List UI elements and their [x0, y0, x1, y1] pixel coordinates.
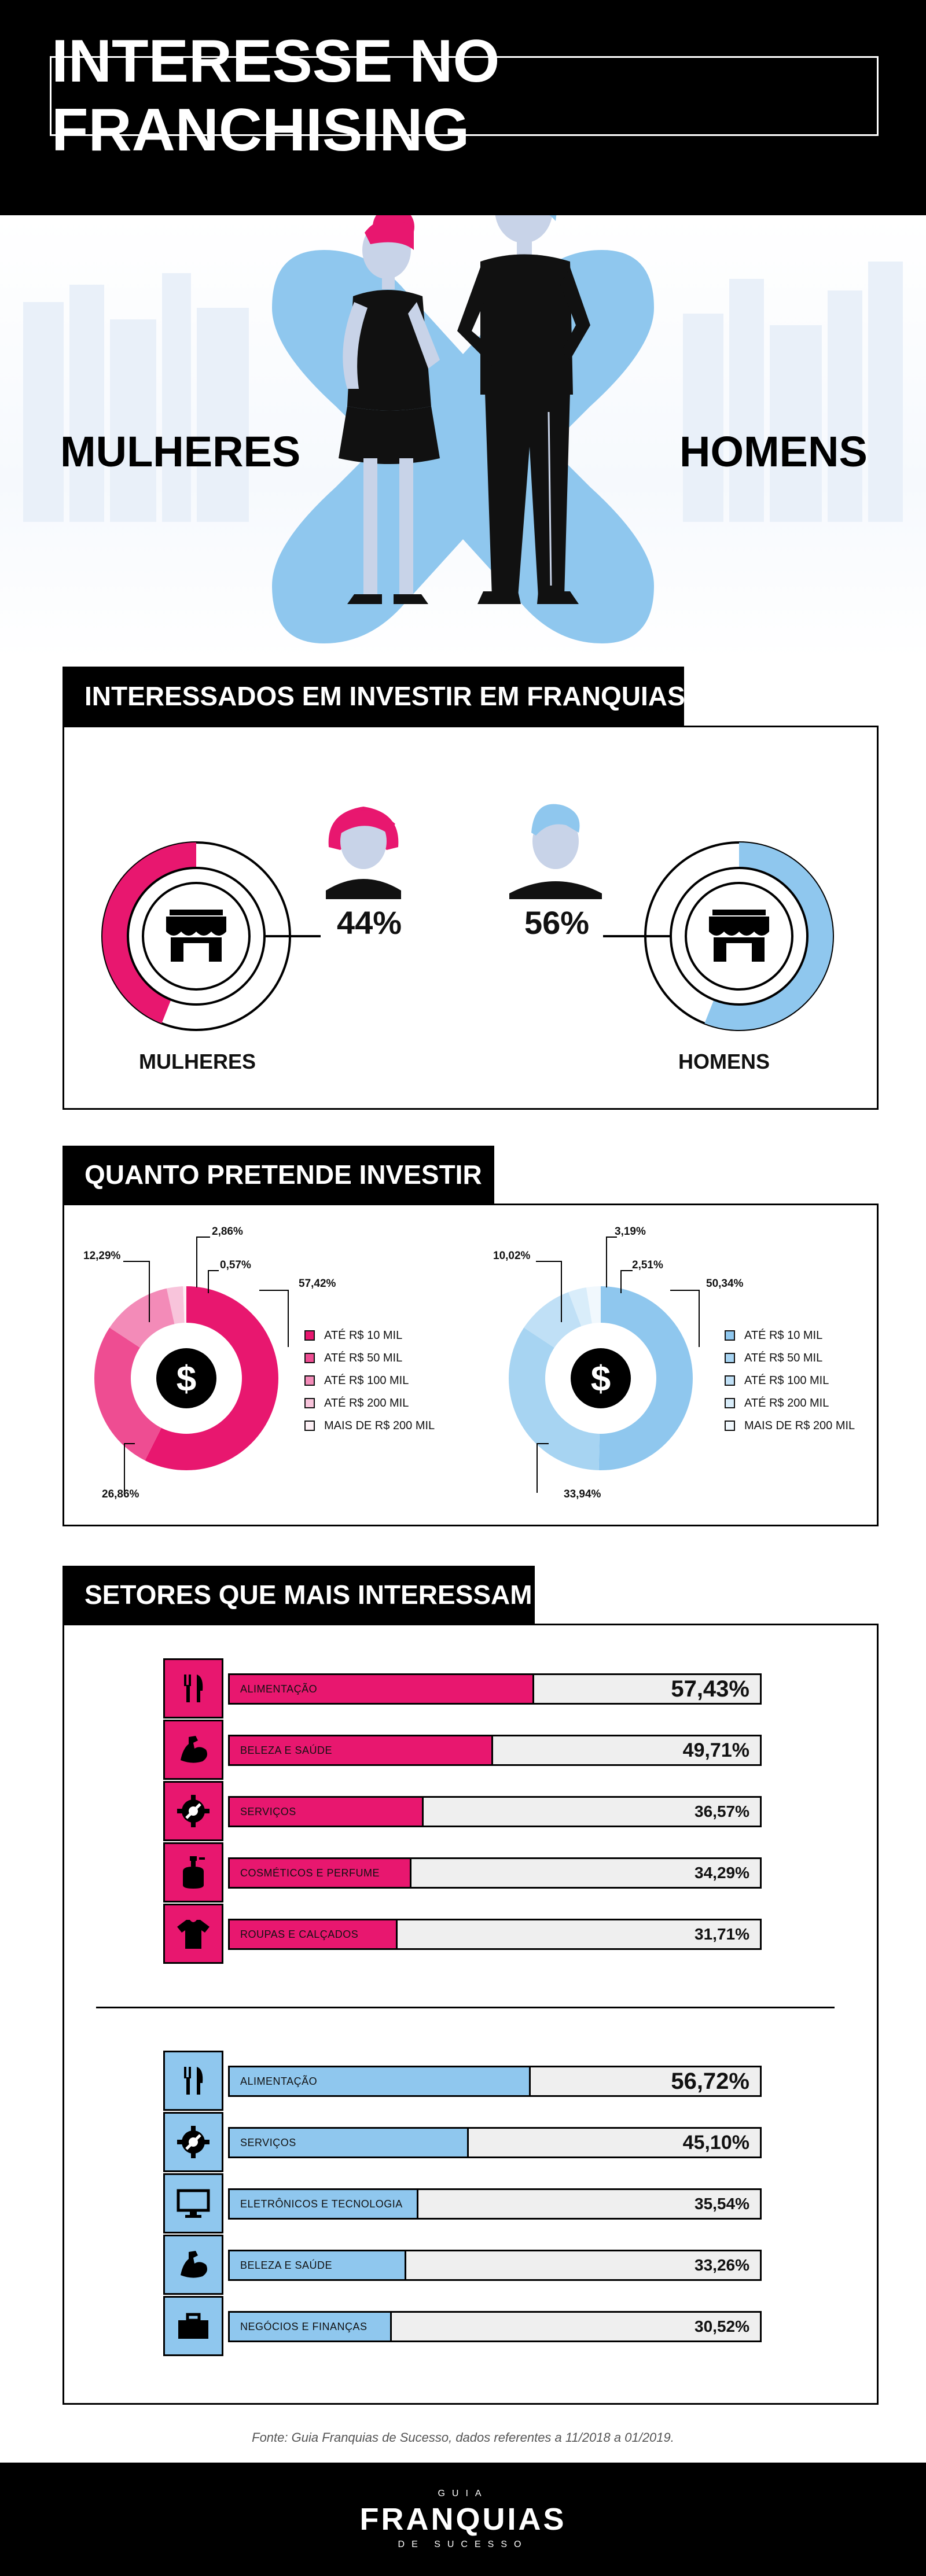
hero-label-men: HOMENS — [679, 428, 868, 476]
perfume-bottle-icon — [163, 1842, 223, 1902]
bar-value-label: 57,43% — [671, 1676, 749, 1702]
legend-label: ATÉ R$ 10 MIL — [744, 1329, 823, 1342]
women-donut — [102, 842, 321, 1030]
title-frame — [50, 28, 879, 164]
sector-bar-row — [163, 1658, 763, 1710]
sector-bar-row — [163, 2235, 763, 2287]
legend-item — [304, 1351, 435, 1365]
bar-category-label: BELEZA E SAÚDE — [240, 2259, 333, 2271]
x-shape — [272, 250, 654, 643]
bar-track — [228, 2066, 762, 2097]
sector-bar-row — [163, 1720, 763, 1772]
sector-bar-row — [163, 2112, 763, 2164]
sector-bar-row — [163, 2296, 763, 2348]
women-callout-5: 0,57% — [220, 1259, 251, 1271]
bar-value-label: 30,52% — [694, 2317, 749, 2335]
men-label: HOMENS — [678, 1050, 770, 1073]
legend-item — [304, 1396, 435, 1410]
legend-item — [725, 1374, 855, 1388]
hero-illustration — [0, 215, 926, 660]
brand-logo — [0, 2463, 926, 2576]
women-legend — [304, 1329, 435, 1433]
fork-knife-icon — [163, 2051, 223, 2111]
women-callout-3: 12,29% — [83, 1250, 121, 1262]
women-investment-donut — [94, 1237, 288, 1493]
men-callout-3: 10,02% — [493, 1250, 531, 1262]
legend-label: ATÉ R$ 10 MIL — [324, 1329, 403, 1342]
legend-swatch — [725, 1375, 735, 1386]
men-legend — [725, 1329, 855, 1433]
legend-item — [725, 1396, 855, 1410]
men-callout-4: 3,19% — [615, 1226, 646, 1238]
legend-item — [304, 1374, 435, 1388]
legend-label: ATÉ R$ 200 MIL — [744, 1396, 829, 1410]
bar-category-label: SERVIÇOS — [240, 2136, 296, 2148]
bar-track — [228, 2250, 762, 2281]
legend-label: ATÉ R$ 200 MIL — [324, 1396, 409, 1410]
sector-bar-row — [163, 1781, 763, 1833]
bar-track — [228, 1919, 762, 1950]
man-avatar-icon — [509, 804, 602, 899]
legend-swatch — [725, 1398, 735, 1408]
sector-bar-row — [163, 1842, 763, 1894]
legend-label: ATÉ R$ 50 MIL — [744, 1351, 823, 1364]
bar-value-label: 34,29% — [694, 1864, 749, 1882]
bar-category-label: BELEZA E SAÚDE — [240, 1744, 333, 1756]
legend-swatch — [725, 1353, 735, 1363]
legend-swatch — [304, 1421, 315, 1431]
sector-bar-row — [163, 2173, 763, 2225]
sector-bar-row — [163, 1904, 763, 1956]
bar-value-label: 56,72% — [671, 2068, 749, 2094]
women-callout-2: 26,86% — [102, 1488, 139, 1500]
legend-swatch — [304, 1330, 315, 1341]
bar-value-label: 49,71% — [682, 1739, 749, 1761]
page-title: INTERESSE NO FRANCHISING — [52, 28, 500, 164]
legend-item — [725, 1329, 855, 1342]
bar-track — [228, 2311, 762, 2342]
wrench-gear-icon — [163, 2112, 223, 2172]
bar-track — [228, 1735, 762, 1766]
legend-label: ATÉ R$ 100 MIL — [324, 1374, 409, 1387]
bar-value-label: 33,26% — [694, 2256, 749, 2274]
wrench-gear-icon — [163, 1781, 223, 1841]
footer — [0, 2463, 926, 2576]
legend-item — [725, 1419, 855, 1433]
bar-track — [228, 2127, 762, 2158]
legend-item — [725, 1351, 855, 1365]
women-percent: 44% — [337, 904, 402, 941]
dollar-icon — [156, 1348, 216, 1408]
men-callout-5: 2,51% — [632, 1259, 663, 1271]
logo-bottom-line: DE SUCESSO — [398, 2540, 528, 2549]
sectors-section-title: SETORES QUE MAIS INTERESSAM — [63, 1566, 535, 1624]
legend-label: ATÉ R$ 100 MIL — [744, 1374, 829, 1387]
legend-item — [304, 1329, 435, 1342]
legend-swatch — [304, 1398, 315, 1408]
fork-knife-icon — [163, 1658, 223, 1718]
source-note: Fonte: Guia Franquias de Sucesso, dados referentes a 11/2018 a 01/2019. — [252, 2430, 674, 2445]
bar-category-label: ROUPAS E CALÇADOS — [240, 1928, 359, 1940]
legend-label: MAIS DE R$ 200 MIL — [324, 1419, 435, 1432]
legend-label: MAIS DE R$ 200 MIL — [744, 1419, 855, 1432]
legend-item — [304, 1419, 435, 1433]
svg-text:$: $ — [590, 1359, 611, 1399]
logo-top-line: GUIA — [438, 2489, 488, 2498]
hero-label-women: MULHERES — [60, 428, 301, 476]
svg-text:$: $ — [176, 1359, 197, 1399]
legend-swatch — [304, 1375, 315, 1386]
muscle-arm-icon — [163, 1720, 223, 1780]
woman-avatar-icon — [326, 807, 401, 899]
header-banner — [0, 0, 926, 215]
women-callout-4: 2,86% — [212, 1226, 243, 1238]
men-percent: 56% — [524, 904, 590, 941]
legend-swatch — [725, 1421, 735, 1431]
bar-category-label: ELETRÔNICOS E TECNOLOGIA — [240, 2198, 403, 2210]
sectors-divider — [96, 2007, 835, 2008]
bar-category-label: SERVIÇOS — [240, 1805, 296, 1817]
bar-value-label: 45,10% — [682, 2131, 749, 2154]
bar-value-label: 31,71% — [694, 1925, 749, 1943]
legend-swatch — [725, 1330, 735, 1341]
men-callout-2: 33,94% — [564, 1488, 601, 1500]
men-callout-1: 50,34% — [706, 1278, 744, 1290]
investment-section-title: QUANTO PRETENDE INVESTIR — [63, 1146, 494, 1204]
dollar-icon — [571, 1348, 631, 1408]
logo-brand: FRANQUIAS — [359, 2502, 567, 2537]
men-donut — [603, 842, 833, 1030]
bar-category-label: NEGÓCIOS E FINANÇAS — [240, 2320, 368, 2332]
bar-track — [228, 1673, 762, 1705]
sector-bar-row — [163, 2051, 763, 2103]
legend-swatch — [304, 1353, 315, 1363]
interested-section-title: INTERESSADOS EM INVESTIR EM FRANQUIAS — [63, 667, 684, 726]
tshirt-icon — [163, 1904, 223, 1964]
bar-track — [228, 2188, 762, 2220]
bar-track — [228, 1796, 762, 1827]
women-callout-1: 57,42% — [299, 1278, 336, 1290]
legend-label: ATÉ R$ 50 MIL — [324, 1351, 403, 1364]
bar-value-label: 36,57% — [694, 1802, 749, 1820]
briefcase-icon — [163, 2296, 223, 2356]
bar-value-label: 35,54% — [694, 2195, 749, 2213]
muscle-arm-icon — [163, 2235, 223, 2295]
bar-track — [228, 1857, 762, 1889]
bar-category-label: ALIMENTAÇÃO — [240, 2075, 318, 2087]
bar-category-label: COSMÉTICOS E PERFUME — [240, 1867, 380, 1879]
monitor-icon — [163, 2173, 223, 2233]
bar-category-label: ALIMENTAÇÃO — [240, 1683, 318, 1695]
women-label: MULHERES — [138, 1050, 256, 1073]
men-investment-donut — [508, 1237, 699, 1493]
